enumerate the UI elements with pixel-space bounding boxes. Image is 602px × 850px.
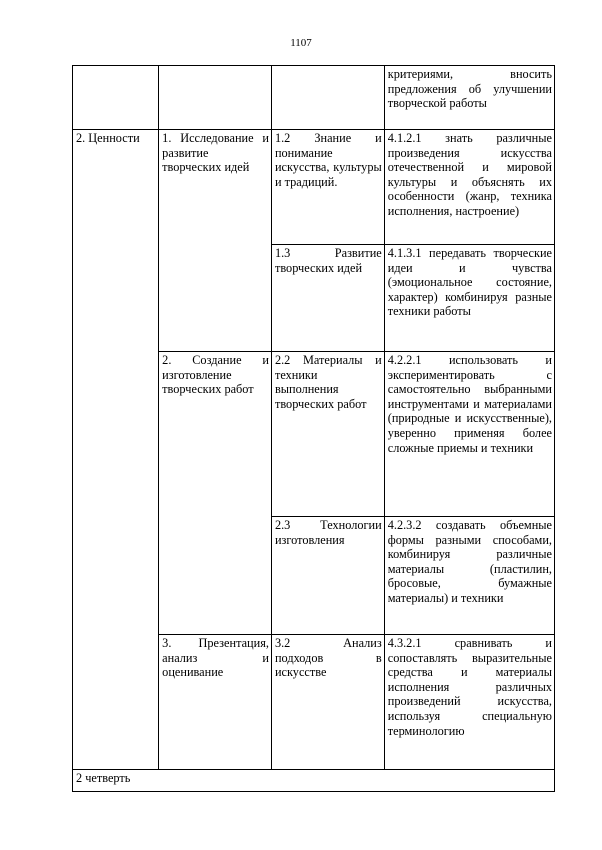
section-cell: 2. Ценности bbox=[73, 130, 159, 770]
learning-goal-cell: 4.1.3.1 передавать творческие идеи и чувства (эмоциональное состояние, характер) комбинируя разные техники работы bbox=[384, 245, 554, 352]
quarter-heading: 2 четверть bbox=[73, 770, 555, 792]
learning-goal-cell: критериями, вносить предложения об улучшении творческой работы bbox=[384, 66, 554, 130]
subsection-cell: 3. Презентация, анализ и оценивание bbox=[159, 635, 272, 770]
table-row bbox=[73, 130, 555, 245]
table-cell-empty bbox=[73, 66, 159, 130]
curriculum-table bbox=[72, 65, 555, 792]
topic-cell: 1.2 Знание и понимание искусства, культуры и традиций. bbox=[271, 130, 384, 245]
subsection-cell: 1. Исследование и развитие творческих идей bbox=[159, 130, 272, 352]
subsection-cell: 2. Создание и изготовление творческих работ bbox=[159, 352, 272, 635]
table-cell-empty bbox=[159, 66, 272, 130]
learning-goal-cell: 4.2.3.2 создавать объемные формы разными способами, комбинируя различные материалы (пластилин, бросовые, бумажные материалы) и техники bbox=[384, 517, 554, 635]
table-row bbox=[73, 66, 555, 130]
table-cell-empty bbox=[271, 66, 384, 130]
learning-goal-cell: 4.2.2.1 использовать и экспериментировать с самостоятельно выбранными инструментами и материалами (природные и искусственные), уверенно применяя более сложные приемы и техники bbox=[384, 352, 554, 517]
topic-cell: 2.2 Материалы и техники выполнения творческих работ bbox=[271, 352, 384, 517]
topic-cell: 1.3 Развитие творческих идей bbox=[271, 245, 384, 352]
learning-goal-cell: 4.1.2.1 знать различные произведения искусства отечественной и мировой культуры и объяснять их особенности (жанр, техника исполнения, настроение) bbox=[384, 130, 554, 245]
table-row bbox=[73, 770, 555, 792]
learning-goal-cell: 4.3.2.1 сравнивать и сопоставлять выразительные средства и материалы исполнения различных произведений искусства, используя специальную терминологию bbox=[384, 635, 554, 770]
topic-cell: 3.2 Анализ подходов в искусстве bbox=[271, 635, 384, 770]
page-number: 1107 bbox=[290, 37, 312, 49]
topic-cell: 2.3 Технологии изготовления bbox=[271, 517, 384, 635]
